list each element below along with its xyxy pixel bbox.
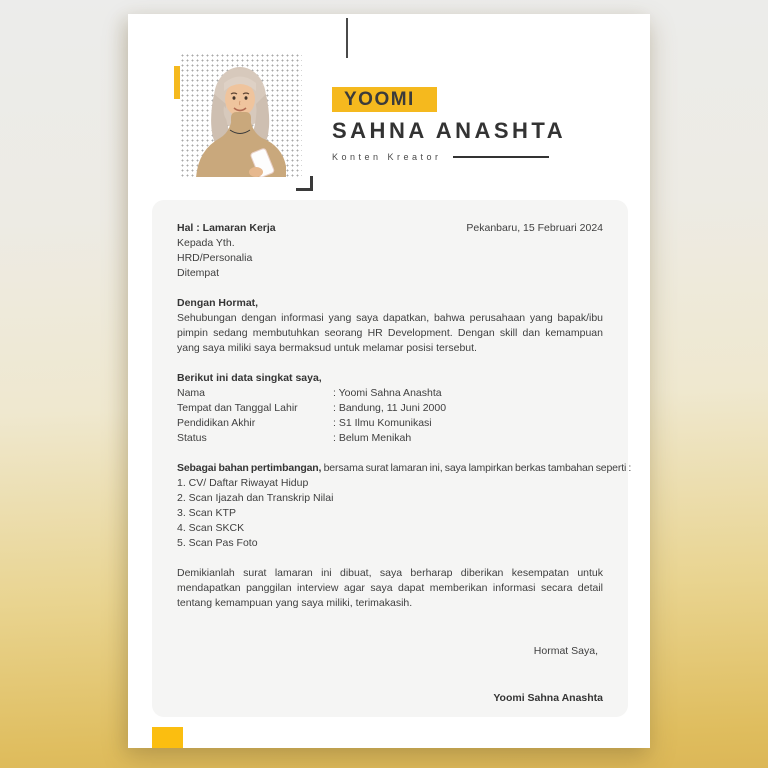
last-name: SAHNA ANASHTA: [332, 118, 567, 143]
name-block: [332, 87, 632, 162]
role-row: [332, 152, 632, 162]
first-name-badge: YOOMI: [332, 87, 437, 112]
data-label: Nama: [177, 387, 206, 399]
subject-row: [177, 221, 603, 236]
data-label: Status: [177, 432, 207, 444]
bottom-accent-square: [152, 727, 183, 748]
profile-photo: [180, 53, 302, 177]
profile-photo-block: [180, 53, 302, 177]
letter-date: Pekanbaru, 15 Februari 2024: [466, 222, 603, 234]
recipient-line: HRD/Personalia: [177, 252, 253, 264]
attachment-item: 1. CV/ Daftar Riwayat Hidup: [177, 477, 309, 489]
data-row: [177, 386, 603, 401]
attachment-item: 2. Scan Ijazah dan Transkrip Nilai: [177, 492, 334, 504]
salutation: Dengan Hormat,: [177, 297, 259, 309]
signoff: Hormat Saya,: [533, 645, 598, 657]
photo-corner-bracket: [296, 176, 313, 191]
attachment-item: 5. Scan Pas Foto: [177, 537, 258, 549]
data-value: : Belum Menikah: [333, 432, 412, 444]
recipient-line: Ditempat: [177, 267, 220, 279]
data-value: : Bandung, 11 Juni 2000: [333, 402, 447, 414]
letter-page: [128, 14, 650, 748]
subject-label: Hal : Lamaran Kerja: [177, 222, 276, 234]
data-intro: Berikut ini data singkat saya,: [177, 372, 322, 384]
attachment-item: 4. Scan SKCK: [177, 522, 245, 534]
role-underline: [453, 156, 549, 158]
closing-paragraph: Demikianlah surat lamaran ini dibuat, saya berharap diberikan kesempatan untuk mendapatkan panggilan interview agar saya dapat memberikan informasi secara detail tentang kemampuan yang saya miliki, terimakasih.: [177, 567, 603, 609]
data-label: Tempat dan Tanggal Lahir: [177, 402, 298, 414]
recipient-line: Kepada Yth.: [177, 237, 235, 249]
data-value: : S1 Ilmu Komunikasi: [333, 417, 432, 429]
profile-photo-illustration: [180, 54, 302, 177]
opening-paragraph: Sehubungan dengan informasi yang saya dapatkan, bahwa perusahaan yang bapak/ibu pimpin sedang membutuhkan seorang HR Development. Dengan skill dan kemampuan yang saya miliki saya bermaksud untuk melamar posisi tersebut.: [177, 312, 603, 354]
data-value: : Yoomi Sahna Anashta: [333, 387, 442, 399]
signature-name: Yoomi Sahna Anashta: [493, 692, 603, 704]
data-row: [177, 401, 603, 416]
data-row: [177, 416, 603, 431]
attachment-item: 3. Scan KTP: [177, 507, 236, 519]
top-accent-line: [346, 18, 348, 58]
attachments-intro-bold: Sebagai bahan pertimbangan,: [177, 462, 322, 474]
attachments-intro-rest: bersama surat lamaran ini, saya lampirkan berkas tambahan seperti :: [321, 462, 632, 474]
data-row: [177, 431, 603, 446]
data-label: Pendidikan Akhir: [177, 417, 256, 429]
role-label: Konten Kreator: [332, 152, 442, 162]
letter-body: [152, 200, 632, 717]
attachments-intro: [177, 461, 632, 476]
